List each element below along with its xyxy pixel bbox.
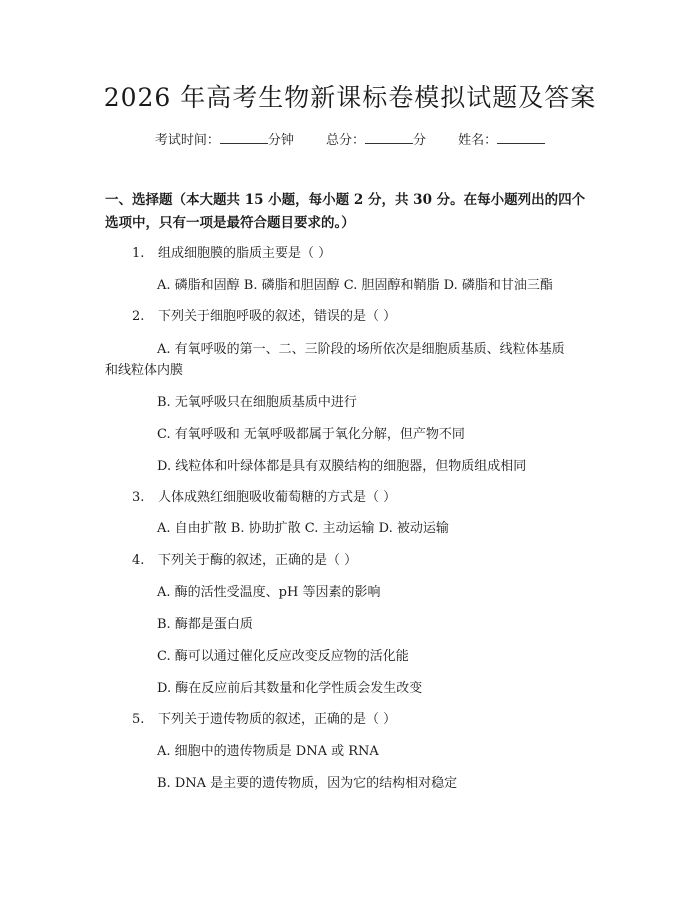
question-number: 1. <box>132 246 145 261</box>
question-4-option-a: A. 酶的活性受温度、pH 等因素的影响 <box>157 585 381 600</box>
question-2-option-d: D. 线粒体和叶绿体都是具有双膜结构的细胞器，但物质组成相同 <box>157 459 527 474</box>
question-stem: 下列关于酶的叙述，正确的是（ ） <box>158 553 358 568</box>
question-3-options: A. 自由扩散 B. 协助扩散 C. 主动运输 D. 被动运输 <box>157 521 449 536</box>
exam-time-label: 考试时间： <box>154 133 220 148</box>
question-2-option-a: A. 有氧呼吸的第一、二、三阶段的场所依次是细胞质基质、线粒体基质 <box>157 342 565 357</box>
question-2-option-c: C. 有氧呼吸和 无氧呼吸都属于氧化分解，但产物不同 <box>157 427 465 442</box>
question-5 <box>132 709 396 731</box>
question-stem: 下列关于遗传物质的叙述，正确的是（ ） <box>158 712 397 727</box>
question-2-option-a-continued: 和线粒体内膜 <box>105 363 184 378</box>
question-number: 5. <box>132 712 145 727</box>
question-number: 2. <box>132 309 145 324</box>
total-score-blank <box>365 130 413 144</box>
name-field <box>458 133 545 148</box>
page-title: 2026 年高考生物新课标卷模拟试题及答案 <box>103 83 597 112</box>
section-heading-choice: 一、选择题（本大题共 15 小题，每小题 2 分，共 30 分。在每小题列出的四个选项中，只有一项是最符合题目要求的。） <box>105 192 586 231</box>
total-score-label: 总分： <box>325 133 365 148</box>
name-blank <box>497 130 545 144</box>
exam-time-field <box>155 133 294 148</box>
exam-info-bar <box>0 130 700 151</box>
question-1-options: A. 磷脂和固醇 B. 磷脂和胆固醇 C. 胆固醇和鞘脂 D. 磷脂和甘油三酯 <box>157 278 553 293</box>
question-stem: 下列关于细胞呼吸的叙述，错误的是（ ） <box>158 309 397 324</box>
question-3 <box>132 487 396 509</box>
question-5-option-a: A. 细胞中的遗传物质是 DNA 或 RNA <box>157 744 379 759</box>
question-number: 3. <box>132 490 145 505</box>
exam-time-unit: 分钟 <box>267 133 294 148</box>
question-5-option-b: B. DNA 是主要的遗传物质，因为它的结构相对稳定 <box>157 776 458 791</box>
total-score-unit: 分 <box>413 133 427 148</box>
question-stem: 人体成熟红细胞吸收葡萄糖的方式是（ ） <box>158 490 397 505</box>
question-number: 4. <box>132 553 145 568</box>
question-stem: 组成细胞膜的脂质主要是（ ） <box>158 246 332 261</box>
question-2-option-b: B. 无氧呼吸只在细胞质基质中进行 <box>157 395 357 410</box>
question-4-option-b: B. 酶都是蛋白质 <box>157 617 253 632</box>
question-4-option-c: C. 酶可以通过催化反应改变反应物的活化能 <box>157 649 409 664</box>
question-2 <box>132 306 396 328</box>
question-4 <box>132 550 357 572</box>
name-label: 姓名： <box>458 133 498 148</box>
total-score-field <box>326 133 426 148</box>
question-4-option-d: D. 酶在反应前后其数量和化学性质会发生改变 <box>157 681 423 696</box>
question-1 <box>132 243 331 265</box>
exam-time-blank <box>220 130 268 144</box>
